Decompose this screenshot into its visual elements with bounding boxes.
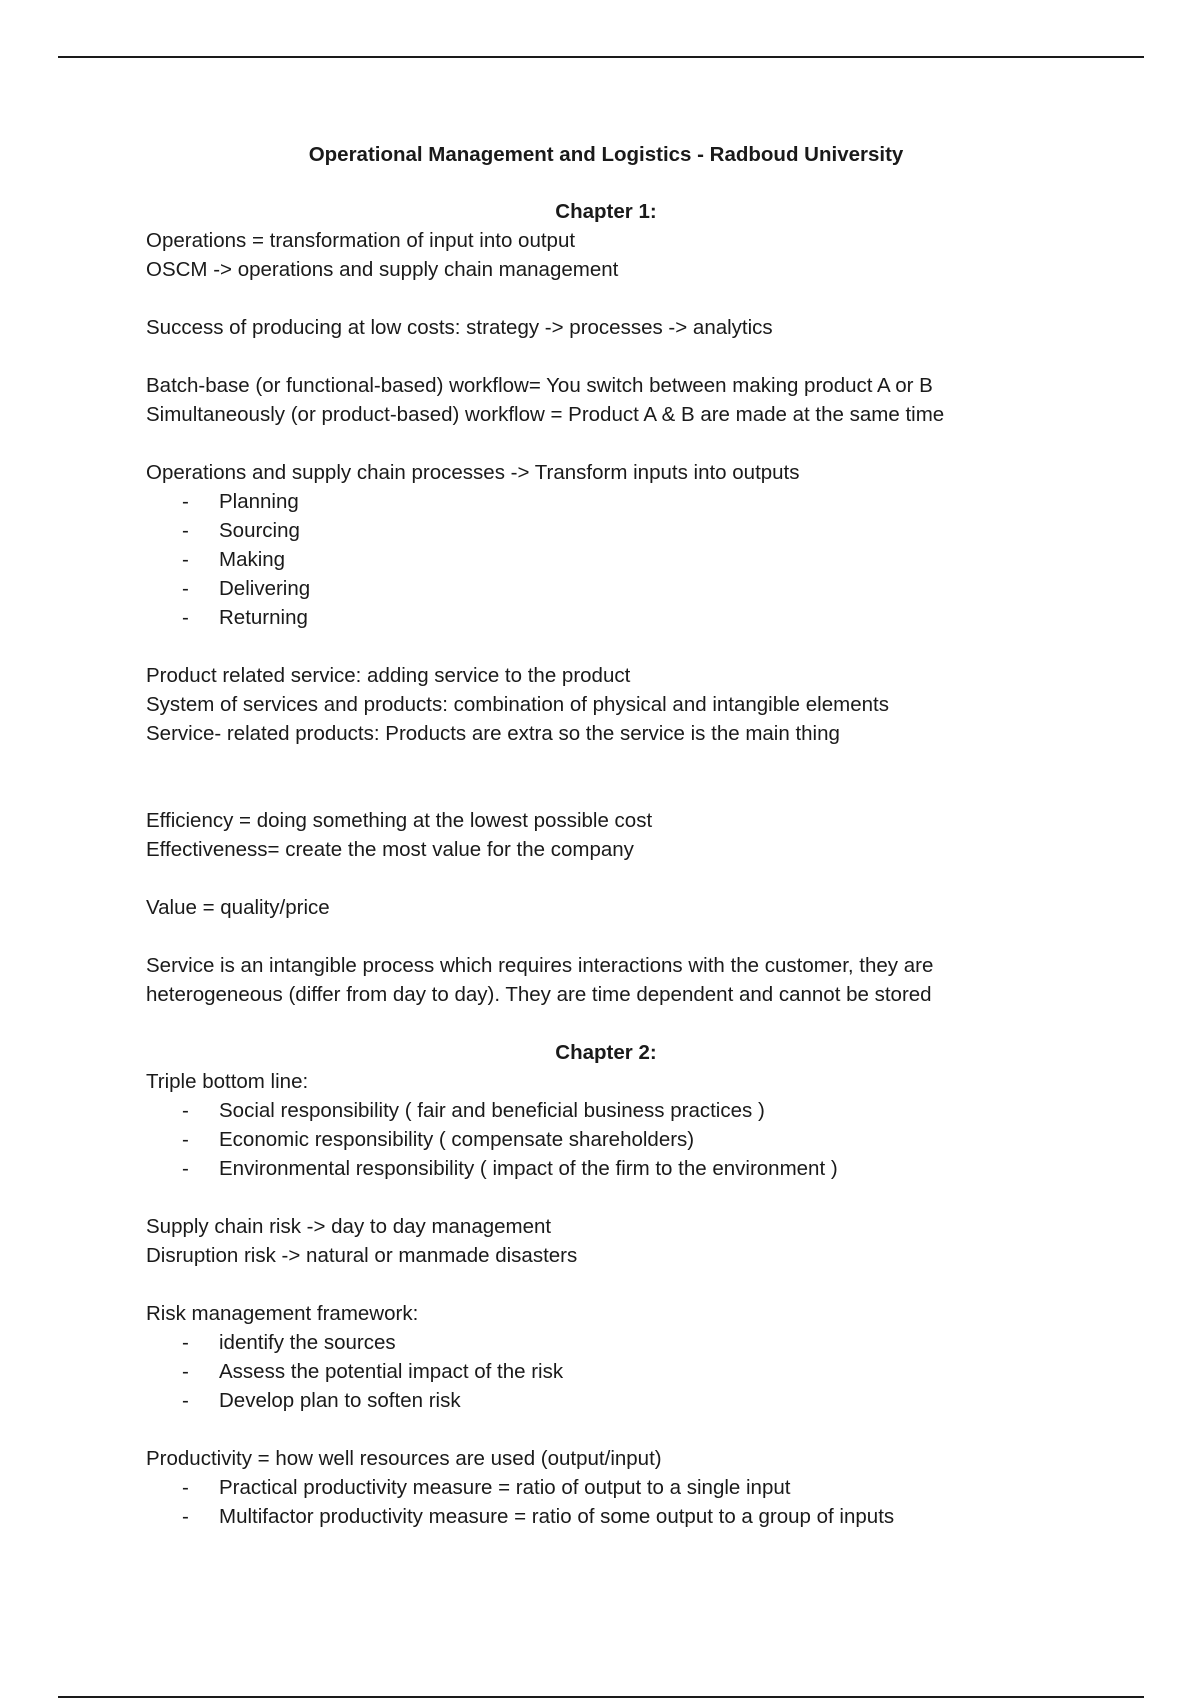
service-definition-line: heterogeneous (differ from day to day). They are time dependent and cannot be stored [146,983,932,1006]
list-item: - Economic responsibility ( compensate shareholders) [146,1125,1066,1154]
chapter-2-heading: Chapter 2: [555,1041,657,1064]
bottom-rule [58,1696,1144,1698]
productivity-list [146,1473,1066,1531]
efficiency-line: Effectiveness= create the most value for the company [146,838,634,861]
triple-intro: Triple bottom line: [146,1070,309,1093]
document-page [146,140,1066,1560]
list-item: - Social responsibility ( fair and beneficial business practices ) [146,1096,1066,1125]
top-rule [58,56,1144,58]
bullet-dash: - [182,1389,189,1412]
services-block [146,661,1066,748]
list-item: - Multifactor productivity measure = ratio of some output to a group of inputs [146,1502,1066,1531]
success-block [146,313,1066,342]
processes-intro: Operations and supply chain processes -> Transform inputs into outputs [146,461,800,484]
definition-line: Operations = transformation of input into output [146,229,576,252]
list-item: - Environmental responsibility ( impact of the firm to the environment ) [146,1154,1066,1183]
productivity-intro: Productivity = how well resources are used (output/input) [146,1447,662,1470]
bullet-dash: - [182,577,189,600]
workflow-line: Simultaneously (or product-based) workflow = Product A & B are made at the same time [146,403,945,426]
bullet-dash: - [182,1476,189,1499]
list-item: - Delivering [146,574,1066,603]
framework-list [146,1328,1066,1415]
framework-intro: Risk management framework: [146,1302,419,1325]
list-item: - Returning [146,603,1066,632]
bullet-dash: - [182,1128,189,1151]
processes-block [146,458,1066,632]
success-line: Success of producing at low costs: strategy -> processes -> analytics [146,316,773,339]
service-definition-line: Service is an intangible process which requires interactions with the customer, they are [146,954,934,977]
document-title: Operational Management and Logistics - Radboud University [308,143,904,166]
risk-line: Supply chain risk -> day to day management [146,1215,552,1238]
bullet-dash: - [182,1157,189,1180]
list-item: - Develop plan to soften risk [146,1386,1066,1415]
list-item: - Practical productivity measure = ratio of output to a single input [146,1473,1066,1502]
workflow-line: Batch-base (or functional-based) workflow= You switch between making product A or B [146,374,933,397]
definitions-block [146,226,1066,284]
bullet-dash: - [182,606,189,629]
triple-bottom-line-block [146,1067,1066,1183]
value-line: Value = quality/price [146,896,330,919]
bullet-dash: - [182,1505,189,1528]
risks-block [146,1212,1066,1270]
list-item: - Making [146,545,1066,574]
service-line: System of services and products: combination of physical and intangible elements [146,693,889,716]
workflow-block [146,371,1066,429]
productivity-block [146,1444,1066,1531]
bullet-dash: - [182,1331,189,1354]
value-block [146,893,1066,922]
definition-line: OSCM -> operations and supply chain management [146,258,619,281]
bullet-dash: - [182,1099,189,1122]
list-item: - Planning [146,487,1066,516]
list-item: - identify the sources [146,1328,1066,1357]
bullet-dash: - [182,1360,189,1383]
service-definition-block [146,951,1066,1009]
framework-block [146,1299,1066,1415]
bullet-dash: - [182,519,189,542]
efficiency-block [146,806,1066,864]
list-item: - Assess the potential impact of the risk [146,1357,1066,1386]
bullet-dash: - [182,548,189,571]
risk-line: Disruption risk -> natural or manmade disasters [146,1244,578,1267]
list-item: - Sourcing [146,516,1066,545]
chapter-1-heading: Chapter 1: [555,200,657,223]
processes-list [146,487,1066,632]
efficiency-line: Efficiency = doing something at the lowest possible cost [146,809,653,832]
triple-list [146,1096,1066,1183]
service-line: Product related service: adding service to the product [146,664,631,687]
service-line: Service- related products: Products are extra so the service is the main thing [146,722,840,745]
bullet-dash: - [182,490,189,513]
